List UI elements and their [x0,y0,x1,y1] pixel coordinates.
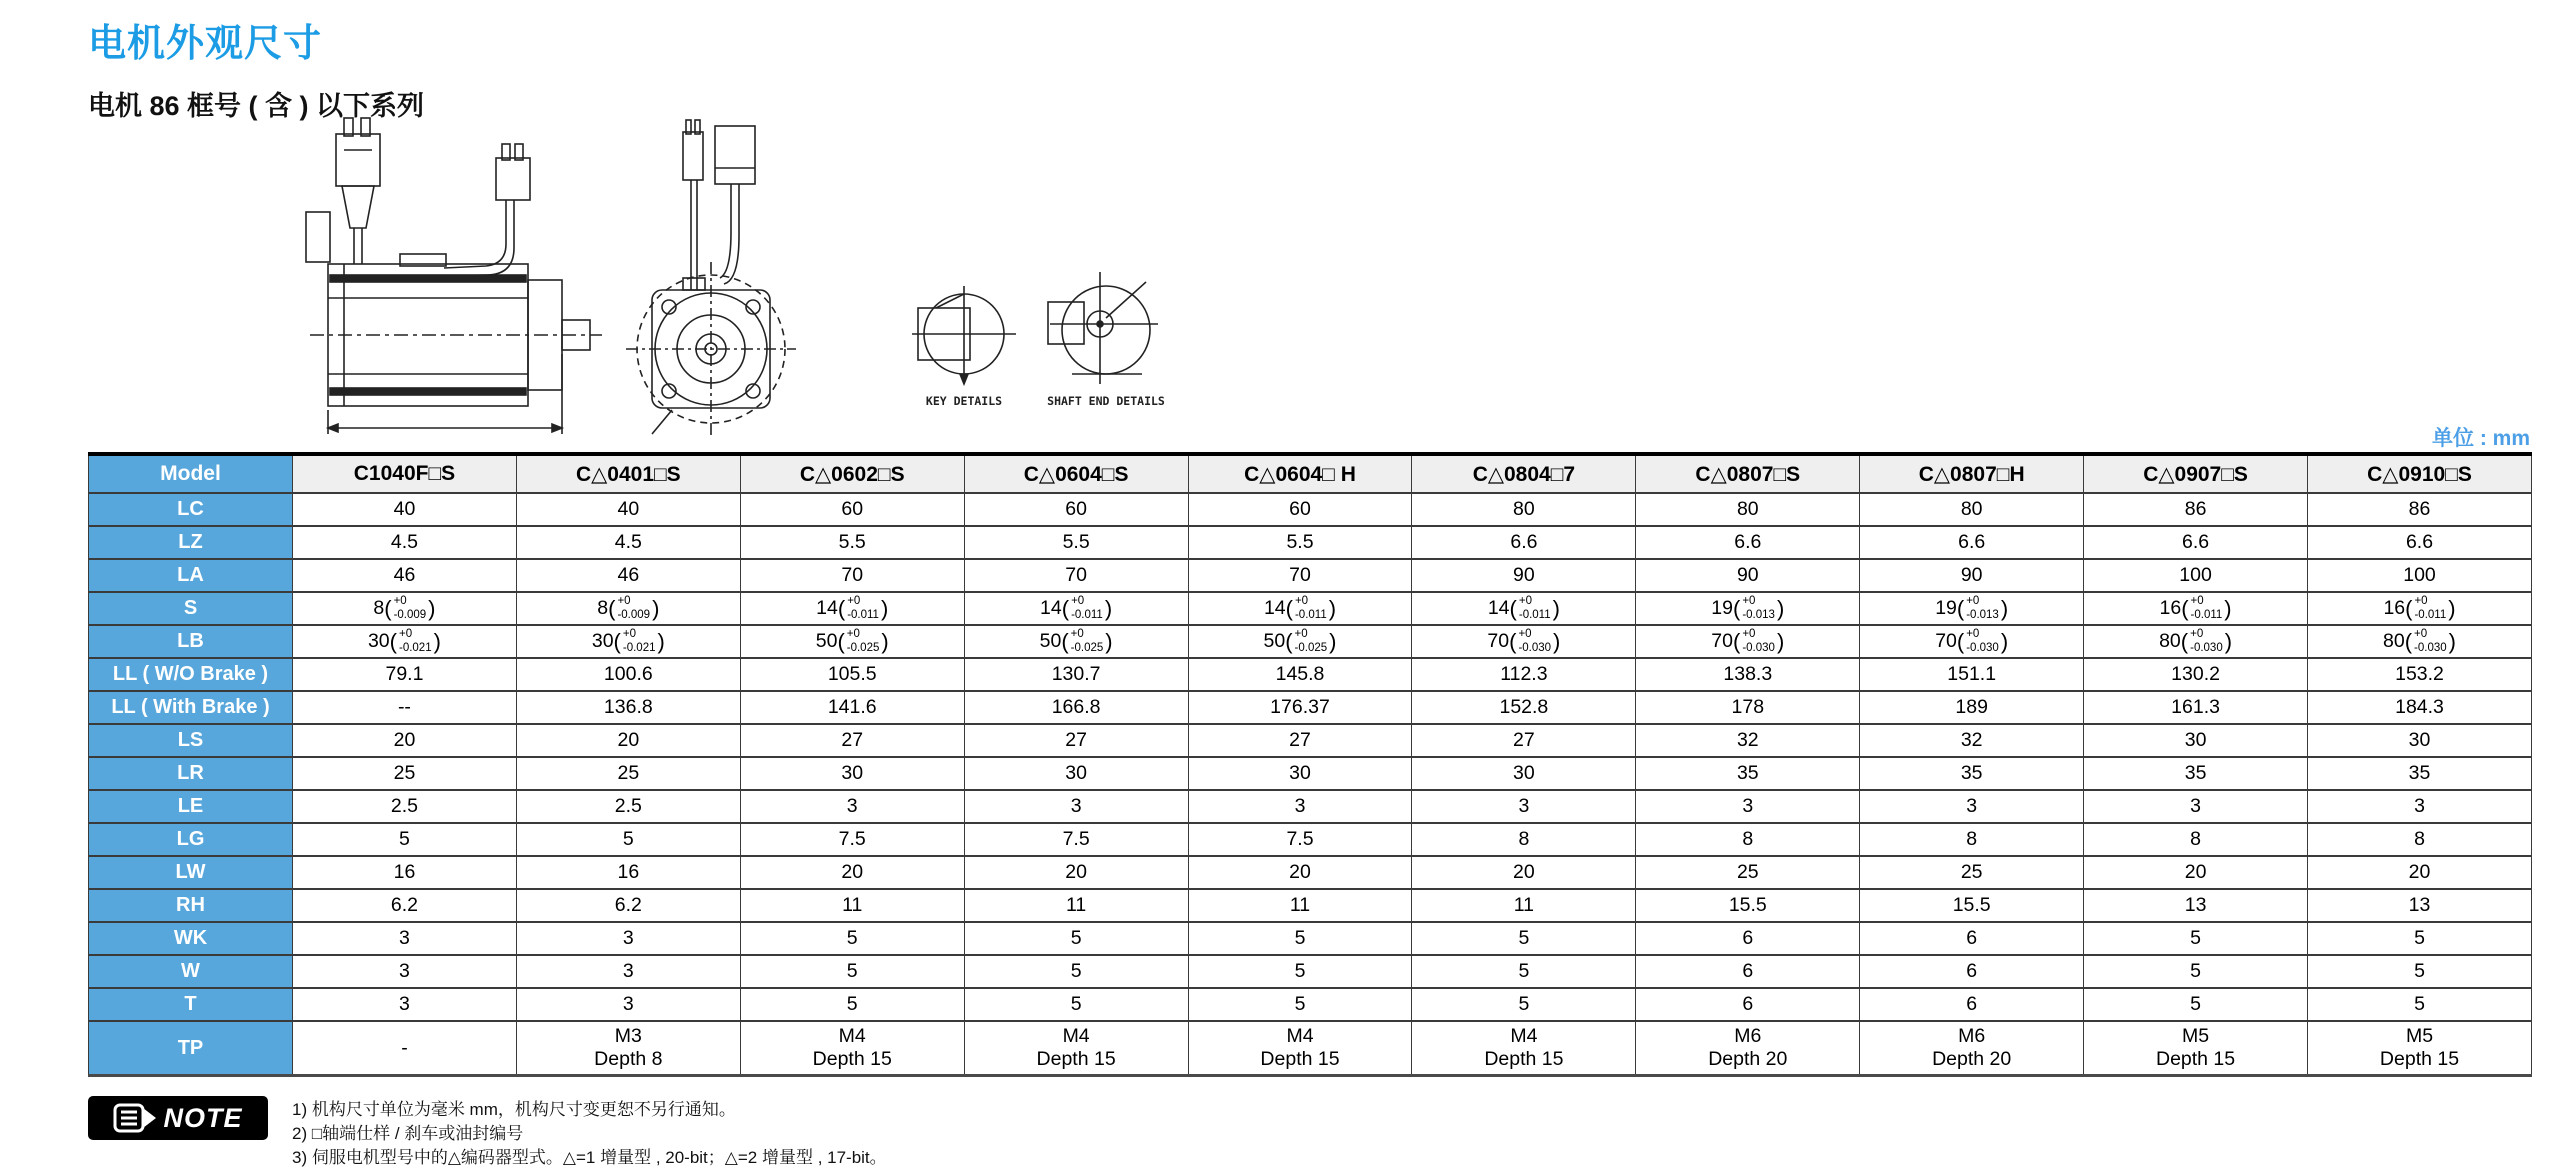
dimensions-table [88,452,2532,1077]
table-cell: 5 [1412,955,1636,988]
note-icon [113,1102,157,1134]
table-cell: 5 [964,955,1188,988]
row-label: LL ( W/O Brake ) [89,658,293,691]
table-cell: 8 [1412,823,1636,856]
table-header-model-C△0910□S: C△0910□S [2308,454,2532,493]
table-row-T [89,988,2532,1021]
table-cell: 80 [1412,493,1636,526]
table-cell: 176.37 [1188,691,1412,724]
table-cell: 60 [1188,493,1412,526]
table-cell: 100 [2308,559,2532,592]
motor-line-drawing [300,112,1220,447]
table-cell: 5 [740,955,964,988]
table-header-row [89,454,2532,493]
table-cell: 105.5 [740,658,964,691]
table-cell: 3 [1412,790,1636,823]
table-cell: 80( +0 -0.030 ) [2084,625,2308,658]
table-cell: 8 [1860,823,2084,856]
table-cell: 50( +0 -0.025 ) [964,625,1188,658]
table-cell: 3 [293,922,517,955]
table-cell: 6 [1636,922,1860,955]
table-row-LC [89,493,2532,526]
table-cell: 15.5 [1860,889,2084,922]
table-cell: 7.5 [964,823,1188,856]
table-cell: 60 [740,493,964,526]
table-cell: 184.3 [2308,691,2532,724]
table-cell: 60 [964,493,1188,526]
row-label: LC [89,493,293,526]
table-cell: 5 [964,922,1188,955]
table-cell: 14( +0 -0.011 ) [1412,592,1636,625]
table-cell: 3 [516,922,740,955]
table-cell: 3 [516,988,740,1021]
table-cell: M4 Depth 15 [1188,1021,1412,1076]
table-cell: 5 [2084,922,2308,955]
footnote-line: 3) 伺服电机型号中的△编码器型式。△=1 增量型 , 20-bit；△=2 增量型 , 17-bit。 [292,1148,887,1167]
table-header-model-C△0401□S: C△0401□S [516,454,740,493]
table-cell: 70( +0 -0.030 ) [1860,625,2084,658]
table-cell: 70 [740,559,964,592]
table-cell: 25 [1860,856,2084,889]
table-row-LL ( With Brake ) [89,691,2532,724]
table-cell: 11 [1188,889,1412,922]
table-row-TP [89,1021,2532,1076]
table-cell: 32 [1860,724,2084,757]
table-cell: 25 [293,757,517,790]
table-cell: 4.5 [516,526,740,559]
table-cell: 35 [2084,757,2308,790]
table-cell: 5 [2084,988,2308,1021]
table-cell: 80 [1636,493,1860,526]
table-cell: 30 [1188,757,1412,790]
table-cell: 27 [740,724,964,757]
row-label: LB [89,625,293,658]
motor-dimension-drawings [300,112,1220,447]
table-cell: 3 [293,955,517,988]
table-cell: 11 [964,889,1188,922]
table-cell: 25 [1636,856,1860,889]
row-label: LZ [89,526,293,559]
table-cell: 40 [516,493,740,526]
row-label: S [89,592,293,625]
table-row-LG [89,823,2532,856]
table-cell: 3 [2308,790,2532,823]
table-cell: 5 [516,823,740,856]
table-cell: 6.6 [2084,526,2308,559]
table-cell: 100 [2084,559,2308,592]
table-cell: 20 [516,724,740,757]
table-cell: 16( +0 -0.011 ) [2084,592,2308,625]
table-cell: 3 [1860,790,2084,823]
table-cell: 90 [1860,559,2084,592]
table-cell: 6.6 [1636,526,1860,559]
table-cell: 86 [2308,493,2532,526]
table-cell: 112.3 [1412,658,1636,691]
table-cell: M5 Depth 15 [2308,1021,2532,1076]
row-label: TP [89,1021,293,1076]
note-section [88,1096,2488,1170]
table-cell: 6.6 [1860,526,2084,559]
key-details-drawing [912,286,1016,384]
table-cell: 5.5 [740,526,964,559]
table-header-model-C△0907□S: C△0907□S [2084,454,2308,493]
table-cell: 2.5 [516,790,740,823]
table-cell: 14( +0 -0.011 ) [964,592,1188,625]
table-cell: 30 [2084,724,2308,757]
table-cell: 189 [1860,691,2084,724]
table-cell: 70( +0 -0.030 ) [1636,625,1860,658]
table-cell: 13 [2308,889,2532,922]
table-cell: 3 [740,790,964,823]
table-cell: 16 [516,856,740,889]
table-cell: 35 [2308,757,2532,790]
row-label: LE [89,790,293,823]
table-cell: 5 [2084,955,2308,988]
table-cell: 3 [1636,790,1860,823]
table-cell: 6.6 [2308,526,2532,559]
table-cell: 19( +0 -0.013 ) [1860,592,2084,625]
table-cell: 2.5 [293,790,517,823]
table-cell: 5 [740,922,964,955]
table-cell: - [293,1021,517,1076]
table-cell: 178 [1636,691,1860,724]
table-cell: 100.6 [516,658,740,691]
table-row-LL ( W/O Brake ) [89,658,2532,691]
table-cell: 30 [1412,757,1636,790]
table-cell: 8 [2308,823,2532,856]
row-label: LW [89,856,293,889]
table-cell: 20 [964,856,1188,889]
table-cell: 138.3 [1636,658,1860,691]
table-row-LE [89,790,2532,823]
table-cell: 70 [1188,559,1412,592]
table-cell: 6.2 [293,889,517,922]
table-cell: 19( +0 -0.013 ) [1636,592,1860,625]
table-cell: 79.1 [293,658,517,691]
table-cell: 5 [1412,988,1636,1021]
table-cell: 152.8 [1412,691,1636,724]
table-cell: 6 [1860,988,2084,1021]
table-cell: 5 [2308,955,2532,988]
table-header-model-C△0602□S: C△0602□S [740,454,964,493]
table-cell: 86 [2084,493,2308,526]
table-cell: 5 [1188,922,1412,955]
row-label: W [89,955,293,988]
table-cell: 8( +0 -0.009 ) [516,592,740,625]
table-cell: 3 [1188,790,1412,823]
table-cell: 20 [2308,856,2532,889]
table-cell: 7.5 [740,823,964,856]
note-badge [88,1096,268,1140]
footnotes [292,1096,887,1170]
table-row-LS [89,724,2532,757]
table-cell: 5 [2308,988,2532,1021]
table-cell: 90 [1412,559,1636,592]
table-cell: 14( +0 -0.011 ) [740,592,964,625]
table-cell: 30( +0 -0.021 ) [516,625,740,658]
table-cell: 80 [1860,493,2084,526]
row-label: LR [89,757,293,790]
table-header-model-C1040F□S: C1040F□S [293,454,517,493]
table-cell: 5.5 [964,526,1188,559]
table-cell: 46 [293,559,517,592]
table-cell: M6 Depth 20 [1860,1021,2084,1076]
table-cell: 13 [2084,889,2308,922]
table-cell: M6 Depth 20 [1636,1021,1860,1076]
table-row-LB [89,625,2532,658]
table-cell: 5 [1188,955,1412,988]
note-badge-label: NOTE [163,1102,243,1133]
table-cell: 70 [964,559,1188,592]
table-cell: 14( +0 -0.011 ) [1188,592,1412,625]
table-cell: 80( +0 -0.030 ) [2308,625,2532,658]
table-cell: 5 [2308,922,2532,955]
table-header-model-C△0604□ H: C△0604□ H [1188,454,1412,493]
table-cell: M5 Depth 15 [2084,1021,2308,1076]
table-cell: 8( +0 -0.009 ) [293,592,517,625]
table-row-LZ [89,526,2532,559]
table-cell: 130.2 [2084,658,2308,691]
key-details-label: KEY DETAILS [925,394,1003,408]
table-cell: 30 [2308,724,2532,757]
footnote-line: 1) 机构尺寸单位为毫米 mm，机构尺寸变更恕不另行通知。 [292,1100,736,1119]
table-row-WK [89,922,2532,955]
table-cell: 6 [1636,988,1860,1021]
footnote-line: 2) □轴端仕样 / 刹车或油封编号 [292,1124,524,1143]
row-label: LA [89,559,293,592]
table-cell: 3 [293,988,517,1021]
row-label: WK [89,922,293,955]
table-cell: 3 [964,790,1188,823]
table-cell: 27 [1188,724,1412,757]
table-cell: 6 [1636,955,1860,988]
table-cell: 35 [1636,757,1860,790]
row-label: LS [89,724,293,757]
table-cell: M3 Depth 8 [516,1021,740,1076]
table-cell: 8 [1636,823,1860,856]
table-cell: 130.7 [964,658,1188,691]
table-header-model-C△0604□S: C△0604□S [964,454,1188,493]
motor-front-view-drawing [626,120,796,437]
table-cell: 50( +0 -0.025 ) [740,625,964,658]
table-cell: 30 [964,757,1188,790]
table-header-model-C△0807□H: C△0807□H [1860,454,2084,493]
shaft-end-details-label: SHAFT END DETAILS [1047,394,1165,408]
table-cell: 3 [2084,790,2308,823]
page-subtitle: 电机 86 框号 ( 含 ) 以下系列 [88,91,425,121]
table-row-LA [89,559,2532,592]
table-cell: 16 [293,856,517,889]
table-cell: 20 [1188,856,1412,889]
table-header-model: Model [89,454,293,493]
row-label: LL ( With Brake ) [89,691,293,724]
table-cell: M4 Depth 15 [740,1021,964,1076]
row-label: LG [89,823,293,856]
table-cell: 5.5 [1188,526,1412,559]
table-cell: 20 [740,856,964,889]
table-cell: 6.6 [1412,526,1636,559]
table-cell: 20 [2084,856,2308,889]
table-cell: 153.2 [2308,658,2532,691]
table-cell: 151.1 [1860,658,2084,691]
table-cell: M4 Depth 15 [964,1021,1188,1076]
table-row-LW [89,856,2532,889]
table-cell: 5 [1412,922,1636,955]
table-row-W [89,955,2532,988]
row-label: RH [89,889,293,922]
table-cell: 15.5 [1636,889,1860,922]
table-cell: 90 [1636,559,1860,592]
table-cell: 35 [1860,757,2084,790]
table-cell: 161.3 [2084,691,2308,724]
table-cell: 6 [1860,922,2084,955]
unit-label: 单位 : mm [2431,427,2530,450]
table-cell: 30( +0 -0.021 ) [293,625,517,658]
table-cell: 5 [964,988,1188,1021]
table-cell: 6.2 [516,889,740,922]
table-cell: 11 [740,889,964,922]
table-cell: 30 [740,757,964,790]
page-title: 电机外观尺寸 [88,23,323,65]
table-cell: 4.5 [293,526,517,559]
table-header-model-C△0804□7: C△0804□7 [1412,454,1636,493]
shaft-end-details-drawing [1048,272,1158,384]
table-cell: -- [293,691,517,724]
table-cell: 8 [2084,823,2308,856]
table-cell: 16( +0 -0.011 ) [2308,592,2532,625]
table-cell: 5 [293,823,517,856]
table-cell: 70( +0 -0.030 ) [1412,625,1636,658]
table-cell: 136.8 [516,691,740,724]
table-cell: 32 [1636,724,1860,757]
table-cell: 20 [1412,856,1636,889]
table-cell: 145.8 [1188,658,1412,691]
table-cell: 6 [1860,955,2084,988]
table-header-model-C△0807□S: C△0807□S [1636,454,1860,493]
table-cell: 141.6 [740,691,964,724]
table-row-LR [89,757,2532,790]
table-row-S [89,592,2532,625]
table-cell: 11 [1412,889,1636,922]
table-cell: 25 [516,757,740,790]
table-cell: 27 [964,724,1188,757]
row-label: T [89,988,293,1021]
table-row-RH [89,889,2532,922]
motor-side-view-drawing [306,118,602,434]
table-cell: 3 [516,955,740,988]
table-cell: 5 [740,988,964,1021]
table-cell: 50( +0 -0.025 ) [1188,625,1412,658]
table-cell: 27 [1412,724,1636,757]
table-cell: 166.8 [964,691,1188,724]
table-cell: 7.5 [1188,823,1412,856]
table-cell: 5 [1188,988,1412,1021]
table-cell: M4 Depth 15 [1412,1021,1636,1076]
table-cell: 46 [516,559,740,592]
table-cell: 40 [293,493,517,526]
table-cell: 20 [293,724,517,757]
